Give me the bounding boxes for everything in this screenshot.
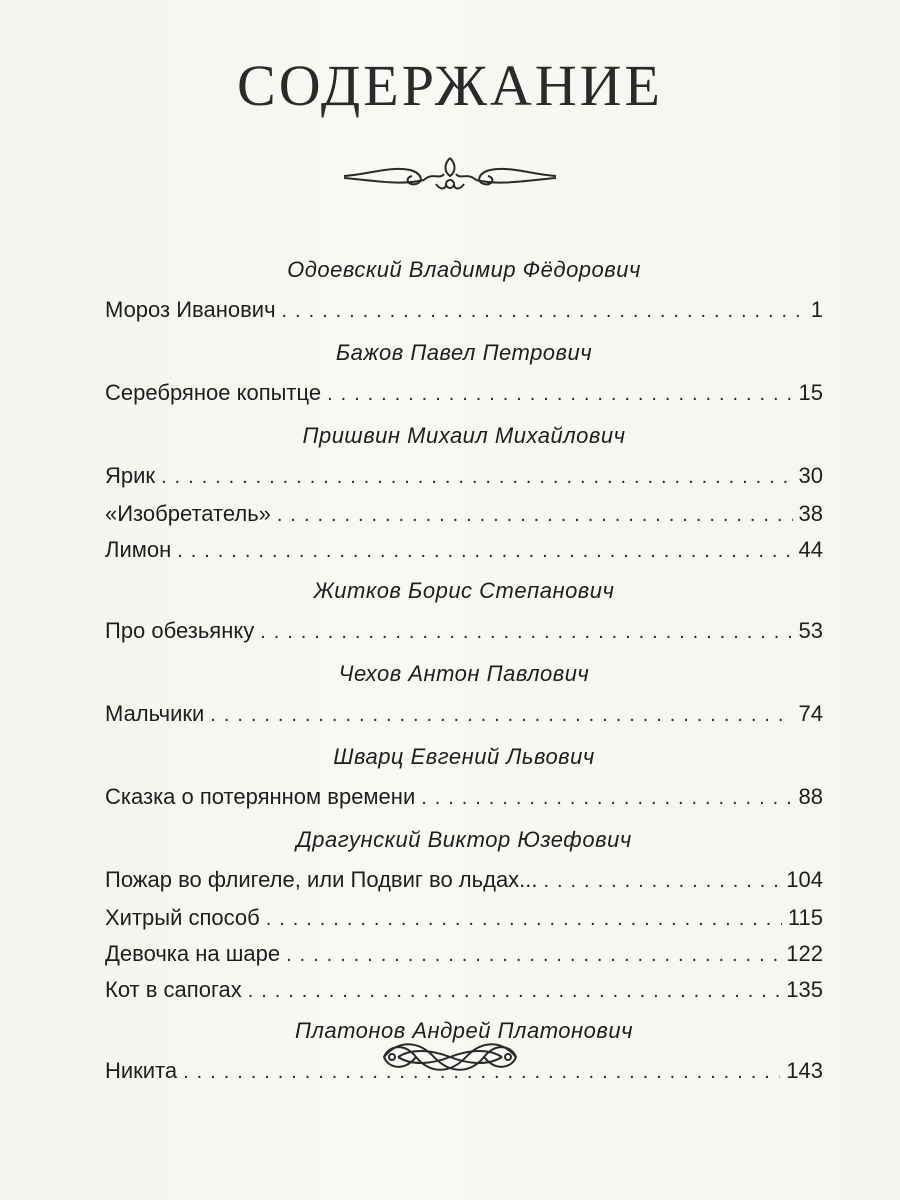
- toc-group: [105, 330, 823, 413]
- dot-leader: [161, 459, 792, 495]
- dot-leader: [248, 973, 781, 1009]
- entry-title: Сказка о потерянном времени: [105, 784, 416, 809]
- toc-entry: [105, 696, 823, 734]
- dot-leader: [544, 863, 781, 899]
- toc-entry: [105, 496, 823, 532]
- entry-page-number: 115: [787, 905, 823, 930]
- author-heading: Пришвин Михаил Михайлович: [302, 423, 626, 448]
- author-heading: Одоевский Владимир Фёдорович: [287, 257, 641, 282]
- dot-leader: [177, 533, 792, 569]
- entry-page-number: 30: [798, 463, 823, 488]
- knot-ornament-icon: [378, 1030, 522, 1084]
- dot-leader: [266, 901, 782, 937]
- scroll-ornament-icon: [340, 150, 560, 196]
- entry-page-number: 74: [798, 701, 823, 726]
- toc-group: [105, 413, 823, 568]
- toc-group: [105, 651, 823, 734]
- table-of-contents: [105, 247, 823, 1091]
- toc-entry: [105, 862, 823, 900]
- dot-leader: [282, 293, 805, 329]
- author-heading: Чехов Антон Павлович: [338, 661, 590, 686]
- entry-page-number: 1: [810, 297, 823, 322]
- toc-entry: [105, 613, 823, 651]
- entry-title: Про обезьянку: [105, 618, 255, 643]
- dot-leader: [260, 614, 792, 650]
- toc-group: [105, 734, 823, 817]
- author-heading: Платонов Андрей Платонович: [295, 1018, 633, 1043]
- toc-entry: [105, 972, 823, 1008]
- entry-title: «Изобретатель»: [105, 501, 271, 526]
- entry-title: Хитрый способ: [105, 905, 260, 930]
- entry-page-number: 38: [798, 501, 823, 526]
- entry-title: Мальчики: [105, 701, 205, 726]
- dot-leader: [286, 937, 780, 973]
- author-heading: Шварц Евгений Львович: [333, 744, 595, 769]
- dot-leader: [210, 697, 792, 733]
- author-heading: Житков Борис Степанович: [313, 578, 615, 603]
- entry-page-number: 53: [798, 618, 823, 643]
- entry-page-number: 15: [798, 380, 823, 405]
- entry-title: Пожар во флигеле, или Подвиг во льдах...: [105, 867, 538, 892]
- entry-title: Девочка на шаре: [105, 941, 281, 966]
- toc-entry: [105, 900, 823, 936]
- page-title: СОДЕРЖАНИЕ: [237, 53, 663, 118]
- entry-title: Ярик: [105, 463, 156, 488]
- toc-group: [105, 247, 823, 330]
- toc-entry: [105, 936, 823, 972]
- author-heading: Бажов Павел Петрович: [335, 340, 593, 365]
- entry-title: Лимон: [105, 537, 172, 562]
- entry-page-number: 122: [786, 941, 823, 966]
- entry-page-number: 104: [786, 867, 823, 892]
- toc-entry: [105, 532, 823, 568]
- entry-page-number: 135: [786, 977, 823, 1002]
- toc-group: [105, 568, 823, 651]
- entry-title: Серебряное копытце: [105, 380, 322, 405]
- entry-page-number: 88: [798, 784, 823, 809]
- dot-leader: [277, 497, 793, 533]
- toc-entry: [105, 458, 823, 496]
- toc-entry: [105, 779, 823, 817]
- toc-group: [105, 817, 823, 1008]
- author-heading: Драгунский Виктор Юзефович: [296, 827, 632, 852]
- entry-title: Кот в сапогах: [105, 977, 242, 1002]
- entry-title: Мороз Иванович: [105, 297, 276, 322]
- entry-page-number: 44: [798, 537, 823, 562]
- toc-entry: [105, 292, 823, 330]
- toc-entry: [105, 375, 823, 413]
- entry-title: Никита: [105, 1058, 178, 1083]
- dot-leader: [327, 376, 792, 412]
- entry-page-number: 143: [786, 1058, 823, 1083]
- dot-leader: [421, 780, 792, 816]
